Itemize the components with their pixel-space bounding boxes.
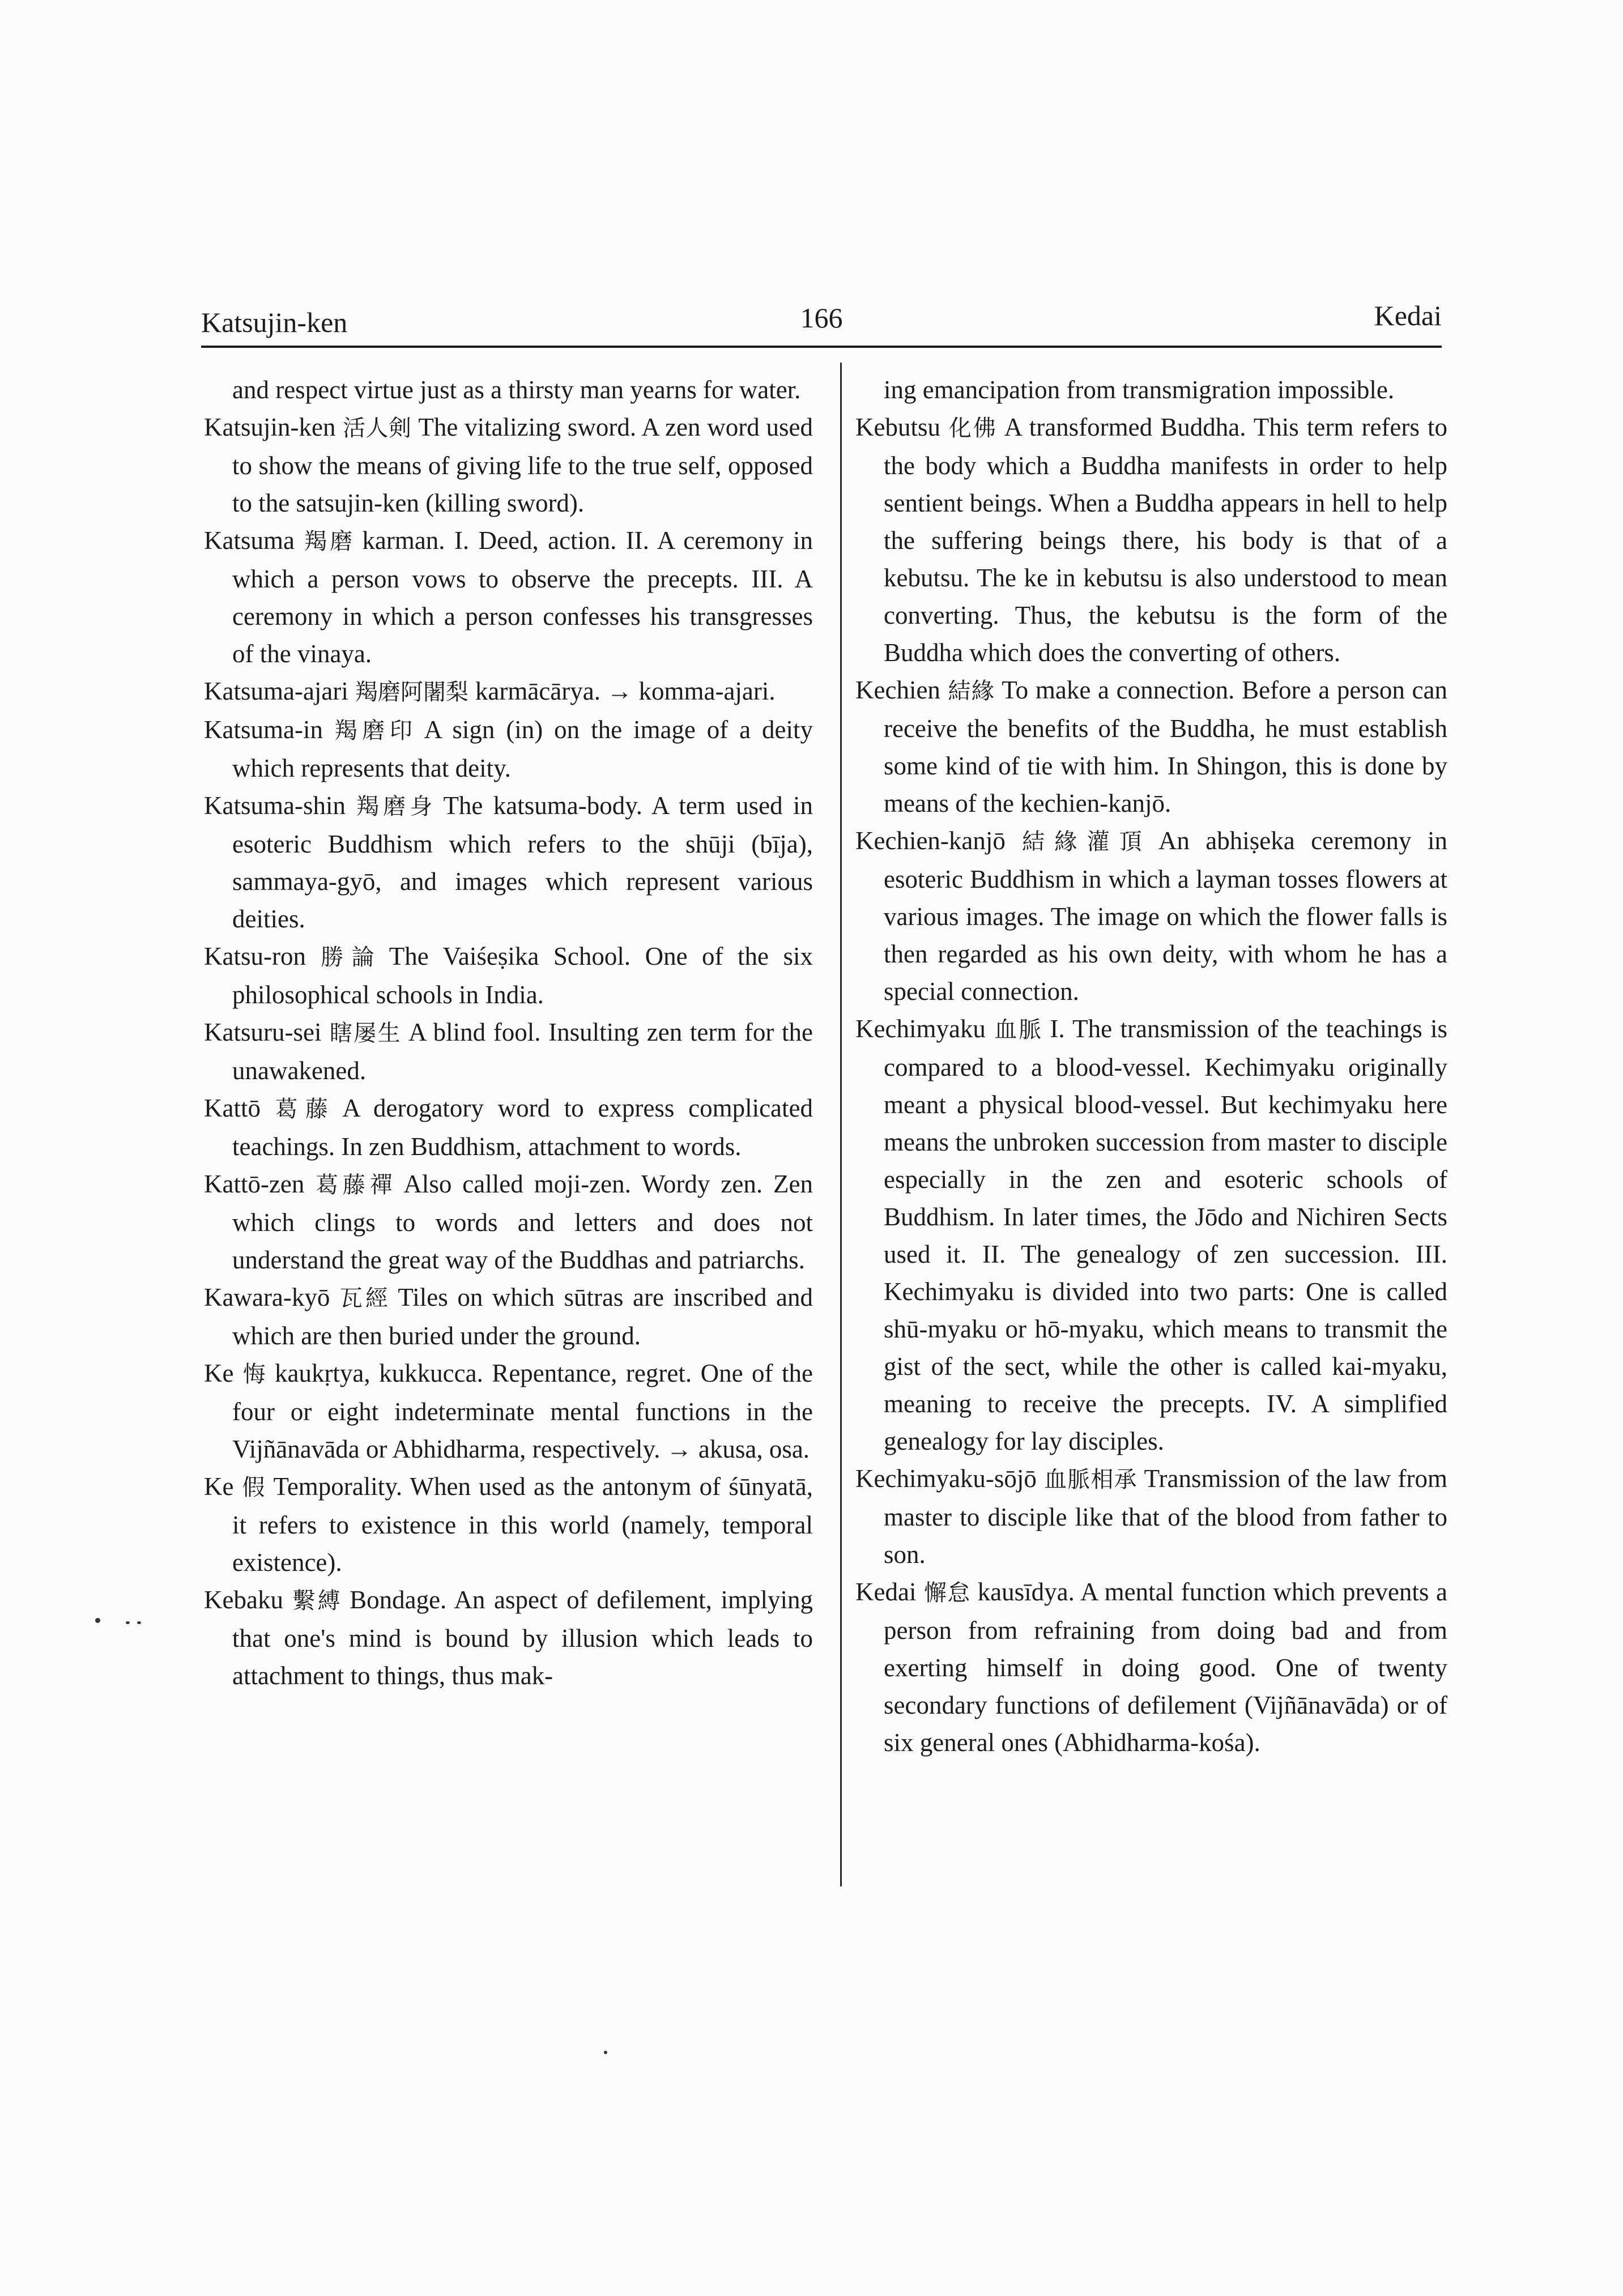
left-column [204,371,813,1694]
dictionary-entry [204,1089,813,1165]
entry-definition: To make a connection. Before a person can receive the benefits of the Buddha, he must establish some kind of tie with him. In Shingon, this is done by means of the kechien-kanjō. [884,676,1448,817]
scan-speck [137,1621,141,1624]
header-left-guideword: Katsujin-ken [201,306,348,338]
entry-headword: Katsuma [204,526,295,555]
entry-definition: karmācārya. → komma-ajari. [475,677,776,705]
column-divider [840,363,842,1886]
dictionary-entry [204,522,813,672]
scan-speck [604,2051,607,2054]
dictionary-entry [855,408,1447,671]
entry-kanji: 瞎屡生 [328,1020,402,1046]
entry-definition: Temporality. When used as the antonym of śūnyatā, it refers to existence in this world (namely, temporal existence). [232,1472,813,1577]
entry-definition: ing emancipation from transmigration impossible. [884,376,1395,404]
entry-kanji: 羯磨 [301,529,356,555]
entry-kanji: 結緣 [947,678,995,704]
entry-kanji: 勝論 [312,944,382,970]
scan-speck [126,1621,130,1624]
header-right-guideword: Kedai [1374,300,1442,331]
dictionary-entry [204,1165,813,1279]
entry-definition: The katsuma-body. A term used in esoteric Buddhism which refers to the shūji (bīja), sammaya-gyō, and images which represent various deities. [232,791,813,933]
entry-continuation [204,371,813,408]
entry-headword: Kechien-kanjō [855,827,1006,855]
entry-headword: Kattō-zen [204,1170,305,1198]
entry-kanji: 羯磨身 [352,794,437,820]
entry-definition: I. The transmission of the teachings is compared to a blood-vessel. Kechimyaku originally meant a physical blood-vessel. But kechimyaku here means the unbroken succession from master to disciple especially in the zen and esoteric schools of Buddhism. In later times, the Jōdo and Nichiren Sects used it. II. The genealogy of zen succession. III. Kechimyaku is divided into two parts: One is called shū-myaku or hō-myaku, which means to transmit the gist of the sect, while the other is called kai-myaku, meaning to receive the precepts. IV. A simplified genealogy for lay disciples. [884,1015,1447,1455]
entry-definition: kaukṛtya, kukkucca. Repentance, regret. One of the four or eight indeterminate mental functions in the Vijñānavāda or Abhidharma, respectively. → akusa, osa. [232,1359,813,1463]
right-column [855,371,1447,1761]
dictionary-entry [855,1460,1447,1573]
dictionary-entry [204,711,813,787]
dictionary-entry [855,822,1447,1010]
entry-kanji: 血脈相承 [1043,1467,1138,1493]
dictionary-entry [855,1573,1447,1761]
entry-headword: Kattō [204,1094,261,1122]
entry-headword: Kechimyaku-sōjō [855,1464,1037,1493]
entry-headword: Kechimyaku [855,1015,986,1043]
entry-definition: Transmission of the law from master to disciple like that of the blood from father to son. [884,1464,1447,1569]
entry-kanji: 懈怠 [923,1580,971,1606]
entry-kanji: 繫縛 [289,1588,343,1614]
entry-headword: Kebaku [204,1586,283,1614]
entry-kanji: 瓦經 [336,1285,391,1311]
dictionary-entry [204,672,813,711]
entry-headword: Katsuma-in [204,715,323,744]
entry-kanji: 化佛 [947,415,998,441]
running-header [201,295,1442,348]
entry-definition: A sign (in) on the image of a deity which represents that deity. [232,715,813,782]
entry-headword: Ke [204,1472,234,1501]
dictionary-entry [855,671,1447,822]
entry-headword: Katsuru-sei [204,1018,322,1046]
dictionary-entry [204,1468,813,1581]
dictionary-entry [204,787,813,938]
entry-kanji: 羯磨阿闍梨 [355,679,468,705]
entry-definition: kausīdya. A mental function which prevents a person from refraining from doing bad and from exerting himself in doing good. One of twenty secondary functions of defilement (Vijñānavāda) or of six general ones (Abhidharma-kośa). [884,1578,1448,1757]
entry-definition: A derogatory word to express complicated teachings. In zen Buddhism, attachment to words. [232,1094,813,1161]
entry-definition: A transformed Buddha. This term refers to the body which a Buddha manifests in order to help sentient beings. When a Buddha appears in hell to help the suffering beings there, his body is that of a kebutsu. The ke in kebutsu is also understood to mean converting. Thus, the kebutsu is the form of the Buddha which does the converting of others. [884,413,1448,667]
entry-headword: Katsuma-ajari [204,677,348,705]
dictionary-entry [204,1279,813,1354]
entry-kanji: 血脈 [992,1017,1043,1043]
entry-headword: Kebutsu [855,413,940,441]
page-number: 166 [800,302,843,334]
entry-headword: Katsu-ron [204,942,306,970]
entry-kanji: 結緣灌頂 [1012,829,1152,855]
entry-headword: Kawara-kyō [204,1283,330,1311]
entry-definition: The vitalizing sword. A zen word used to show the means of giving life to the true self, opposed to the satsujin-ken (killing sword). [232,413,813,517]
entry-continuation [855,371,1447,408]
entry-headword: Katsujin-ken [204,413,336,441]
entry-definition: karman. I. Deed, action. II. A ceremony in which a person vows to observe the precepts. III. A ceremony in which a person confesses his transgresses of the vinaya. [232,526,813,668]
dictionary-entry [855,1010,1447,1460]
entry-definition: Also called moji-zen. Wordy zen. Zen which clings to words and letters and does not understand the great way of the Buddhas and patriarchs. [232,1170,813,1274]
entry-kanji: 葛藤 [267,1096,336,1122]
entry-definition: An abhiṣeka ceremony in esoteric Buddhism in which a layman tosses flowers at various images. The image on which the flower falls is then regarded as his own deity, with whom he has a special connection. [884,827,1448,1006]
dictionary-entry [204,1581,813,1694]
entry-kanji: 葛藤禪 [311,1172,397,1198]
entry-definition: and respect virtue just as a thirsty man yearns for water. [232,376,801,404]
entry-kanji: 活人剣 [342,415,412,441]
dictionary-entry [204,1354,813,1468]
entry-definition: The Vaiśeṣika School. One of the six philosophical schools in India. [232,942,813,1009]
entry-headword: Kedai [855,1578,917,1606]
dictionary-entry [204,408,813,522]
entry-definition: Bondage. An aspect of defilement, implying that one's mind is bound by illusion which leads to attachment to things, thus mak- [232,1586,813,1690]
entry-kanji: 假 [240,1475,267,1501]
entry-headword: Kechien [855,676,940,704]
entry-kanji: 羯磨印 [329,718,418,744]
dictionary-entry [204,938,813,1013]
scan-speck [95,1618,100,1623]
dictionary-entry [204,1013,813,1089]
entry-headword: Ke [204,1359,234,1387]
entry-headword: Katsuma-shin [204,791,346,820]
entry-definition: Tiles on which sūtras are inscribed and which are then buried under the ground. [232,1283,813,1350]
entry-definition: A blind fool. Insulting zen term for the unawakened. [232,1018,813,1085]
entry-kanji: 悔 [240,1361,268,1387]
